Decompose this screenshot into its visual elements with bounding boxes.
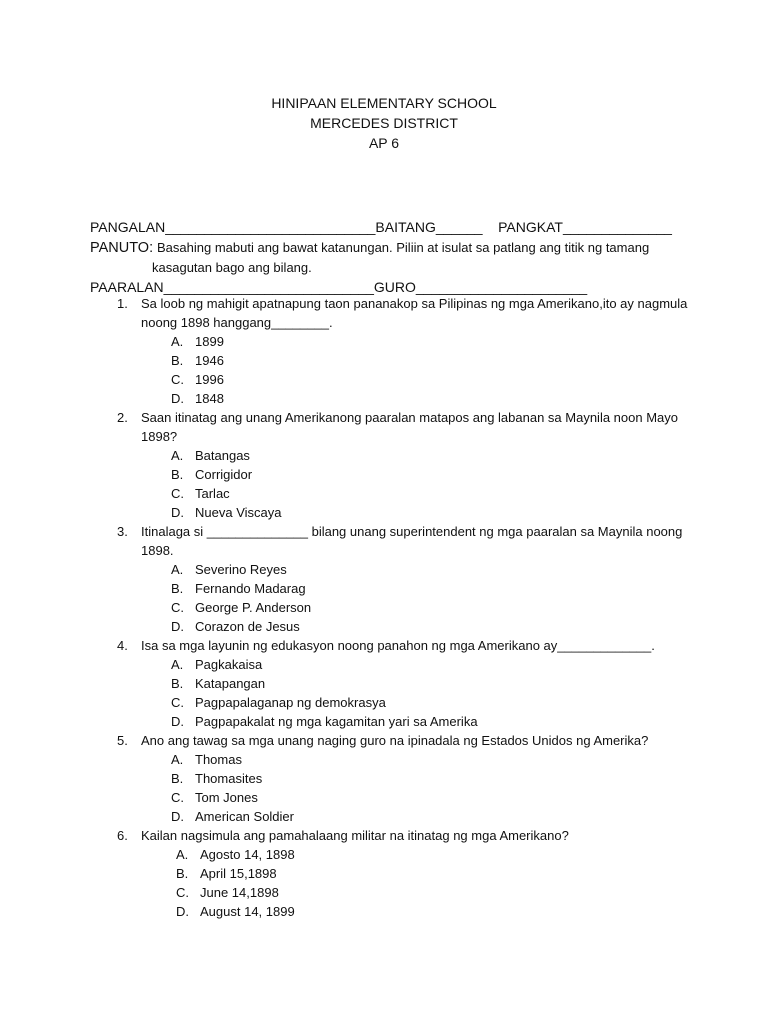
choice-letter: A. [171, 448, 184, 463]
choice-item [171, 370, 697, 389]
question-number: 1. [117, 296, 128, 311]
choice-item [176, 883, 697, 902]
choice-text: Katapangan [195, 676, 266, 691]
question-number: 5. [117, 733, 128, 748]
choice-text: April 15,1898 [200, 866, 277, 881]
choice-text: Pagkakaisa [195, 657, 263, 672]
choice-letter: B. [171, 771, 184, 786]
choice-text: June 14,1898 [200, 885, 279, 900]
instructions [90, 237, 700, 278]
choice-text: Pagpapalaganap ng demokrasya [195, 695, 386, 710]
choice-letter: D. [171, 809, 184, 824]
choice-item [171, 750, 697, 769]
choice-letter: A. [176, 847, 189, 862]
question-number: 2. [117, 410, 128, 425]
question-text: Sa loob ng mahigit apatnapung taon pananakop sa Pilipinas ng mga Amerikano,ito ay nagmula noong 1898 hanggang________. [141, 296, 688, 330]
question-text: Kailan nagsimula ang pamahalaang militar na itinatag ng mga Amerikano? [141, 828, 569, 843]
choice-item [171, 446, 697, 465]
choice-item [176, 902, 697, 921]
choice-text: George P. Anderson [195, 600, 312, 615]
choice-text: Tom Jones [195, 790, 258, 805]
choice-text: 1899 [195, 334, 224, 349]
choice-list [141, 332, 697, 408]
choice-letter: A. [171, 657, 184, 672]
choice-letter: A. [171, 752, 184, 767]
choice-letter: A. [171, 334, 184, 349]
question-text: Ano ang tawag sa mga unang naging guro na ipinadala ng Estados Unidos ng Amerika? [141, 733, 649, 748]
choice-letter: C. [171, 486, 184, 501]
choice-list [141, 655, 697, 731]
choice-item [171, 598, 697, 617]
choice-text: Corazon de Jesus [195, 619, 300, 634]
choice-text: August 14, 1899 [200, 904, 295, 919]
choice-item [171, 712, 697, 731]
choice-text: Thomas [195, 752, 242, 767]
subject-name: AP 6 [368, 135, 400, 151]
choice-item [171, 503, 697, 522]
choice-text: Pagpapakalat ng mga kagamitan yari sa Amerika [195, 714, 478, 729]
question-number: 6. [117, 828, 128, 843]
choice-item [171, 617, 697, 636]
choice-text: American Soldier [195, 809, 294, 824]
choice-letter: D. [171, 391, 184, 406]
question-item [117, 636, 697, 731]
choice-letter: B. [176, 866, 189, 881]
choice-item [171, 769, 697, 788]
choice-item [171, 465, 697, 484]
choice-item [171, 389, 697, 408]
choice-letter: B. [171, 676, 184, 691]
district-name: MERCEDES DISTRICT [310, 115, 458, 131]
choice-text: Nueva Viscaya [195, 505, 282, 520]
choice-letter: D. [171, 714, 184, 729]
choice-list [141, 750, 697, 826]
choice-item [176, 864, 697, 883]
choice-text: Tarlac [195, 486, 230, 501]
choice-text: Fernando Madarag [195, 581, 306, 596]
choice-item [171, 807, 697, 826]
question-item [117, 731, 697, 826]
instructions-text: Basahing mabuti ang bawat katanungan. Piliin at isulat sa patlang ang titik ng tamang [157, 240, 650, 255]
document-header [0, 93, 768, 153]
question-item [117, 408, 697, 522]
choice-list [141, 560, 697, 636]
choice-letter: D. [171, 505, 184, 520]
question-text: Itinalaga si ______________ bilang unang superintendent ng mga paaralan sa Maynila noong 1898. [141, 524, 683, 558]
choice-text: Batangas [195, 448, 250, 463]
question-list [117, 294, 697, 921]
choice-letter: C. [171, 600, 184, 615]
choice-text: Thomasites [195, 771, 263, 786]
choice-item [171, 655, 697, 674]
name-grade-section-line: PANGALAN___________________________BAITANG______ PANGKAT______________ [90, 219, 672, 235]
school-teacher-line: PAARALAN___________________________GURO______________________ [90, 279, 588, 295]
choice-list [141, 446, 697, 522]
question-number: 4. [117, 638, 128, 653]
choice-item [171, 484, 697, 503]
choice-letter: B. [171, 581, 184, 596]
question-number: 3. [117, 524, 128, 539]
instructions-text-continued: kasagutan bago ang bilang. [152, 260, 312, 275]
choice-item [176, 845, 697, 864]
choice-text: Severino Reyes [195, 562, 287, 577]
choice-list [141, 845, 697, 921]
question-item [117, 522, 697, 636]
choice-item [171, 693, 697, 712]
choice-letter: A. [171, 562, 184, 577]
choice-item [171, 674, 697, 693]
question-item [117, 826, 697, 921]
instructions-label: PANUTO: [90, 240, 154, 256]
choice-letter: C. [171, 372, 184, 387]
choice-item [171, 579, 697, 598]
choice-item [171, 351, 697, 370]
choice-text: Corrigidor [195, 467, 253, 482]
choice-item [171, 788, 697, 807]
school-name: HINIPAAN ELEMENTARY SCHOOL [271, 95, 497, 111]
choice-letter: C. [176, 885, 189, 900]
choice-letter: C. [171, 790, 184, 805]
choice-letter: B. [171, 353, 184, 368]
choice-text: 1946 [195, 353, 224, 368]
question-text: Saan itinatag ang unang Amerikanong paaralan matapos ang labanan sa Maynila noon Mayo 1898? [141, 410, 678, 444]
choice-letter: D. [176, 904, 189, 919]
choice-letter: C. [171, 695, 184, 710]
choice-item [171, 560, 697, 579]
question-item [117, 294, 697, 408]
question-text: Isa sa mga layunin ng edukasyon noong panahon ng mga Amerikano ay_____________. [141, 638, 655, 653]
choice-text: 1996 [195, 372, 224, 387]
choice-letter: D. [171, 619, 184, 634]
choice-item [171, 332, 697, 351]
choice-letter: B. [171, 467, 184, 482]
choice-text: Agosto 14, 1898 [200, 847, 295, 862]
choice-text: 1848 [195, 391, 224, 406]
